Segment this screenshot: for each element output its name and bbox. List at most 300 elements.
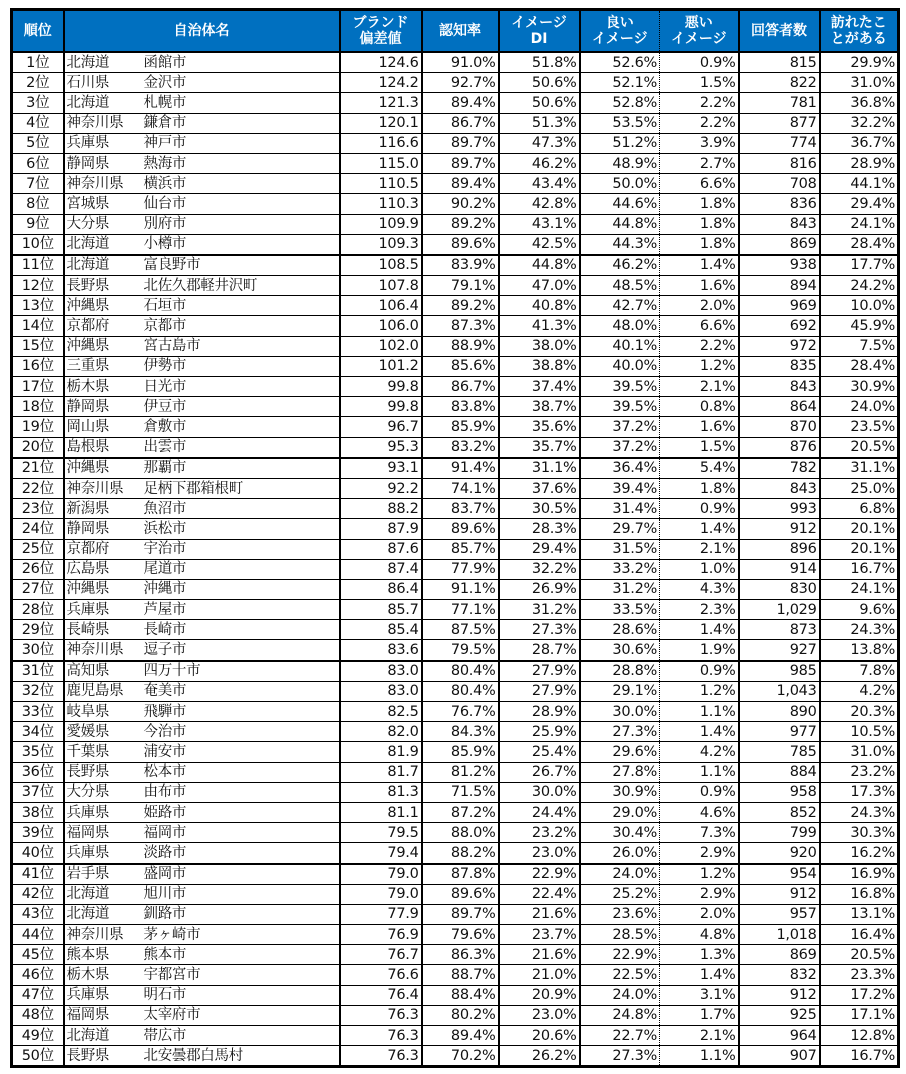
city-cell: 浜松市 xyxy=(142,519,340,539)
city-cell: 倉敷市 xyxy=(142,417,340,437)
city-cell: 長崎市 xyxy=(142,620,340,640)
bad-image-cell: 1.5% xyxy=(660,73,739,93)
awareness-cell: 79.5% xyxy=(422,640,499,661)
visited-cell: 13.1% xyxy=(820,904,899,924)
rank-cell: 28位 xyxy=(12,600,64,620)
table-row xyxy=(12,296,899,316)
visited-cell: 16.8% xyxy=(820,884,899,904)
table-row xyxy=(12,153,899,173)
bad-image-cell: 0.8% xyxy=(660,397,739,417)
bad-image-cell: 1.8% xyxy=(660,194,739,214)
prefecture-cell: 沖縄県 xyxy=(64,336,142,356)
prefecture-cell: 神奈川県 xyxy=(64,174,142,194)
table-row xyxy=(12,255,899,276)
respondents-cell: 782 xyxy=(739,458,820,479)
bad-image-cell: 1.4% xyxy=(660,722,739,742)
image-di-cell: 38.7% xyxy=(499,397,580,417)
awareness-cell: 89.2% xyxy=(422,296,499,316)
respondents-cell: 1,018 xyxy=(739,925,820,945)
table-row xyxy=(12,397,899,417)
brand-score-cell: 96.7 xyxy=(340,417,422,437)
image-di-cell: 30.0% xyxy=(499,782,580,802)
respondents-cell: 954 xyxy=(739,864,820,885)
rank-cell: 11位 xyxy=(12,255,64,276)
image-di-cell: 21.0% xyxy=(499,965,580,985)
good-image-cell: 27.8% xyxy=(580,762,660,782)
awareness-cell: 86.7% xyxy=(422,377,499,397)
brand-score-cell: 82.5 xyxy=(340,702,422,722)
city-cell: 尾道市 xyxy=(142,559,340,579)
awareness-cell: 88.4% xyxy=(422,985,499,1005)
visited-cell: 45.9% xyxy=(820,316,899,336)
brand-score-cell: 81.1 xyxy=(340,802,422,822)
bad-image-cell: 2.1% xyxy=(660,539,739,559)
header-bad-image xyxy=(660,10,739,53)
rank-cell: 12位 xyxy=(12,276,64,296)
awareness-cell: 91.4% xyxy=(422,458,499,479)
image-di-cell: 21.6% xyxy=(499,945,580,965)
brand-score-cell: 110.5 xyxy=(340,174,422,194)
prefecture-cell: 北海道 xyxy=(64,93,142,113)
city-cell: 伊勢市 xyxy=(142,356,340,376)
image-di-cell: 23.7% xyxy=(499,925,580,945)
brand-score-cell: 120.1 xyxy=(340,113,422,133)
good-image-cell: 28.8% xyxy=(580,661,660,682)
awareness-cell: 86.3% xyxy=(422,945,499,965)
good-image-cell: 29.1% xyxy=(580,681,660,701)
city-cell: 旭川市 xyxy=(142,884,340,904)
rank-cell: 50位 xyxy=(12,1046,64,1067)
awareness-cell: 71.5% xyxy=(422,782,499,802)
rank-cell: 21位 xyxy=(12,458,64,479)
prefecture-cell: 北海道 xyxy=(64,52,142,73)
city-cell: 出雲市 xyxy=(142,437,340,458)
visited-cell: 36.7% xyxy=(820,133,899,153)
awareness-cell: 89.7% xyxy=(422,904,499,924)
rank-cell: 48位 xyxy=(12,1005,64,1025)
rank-cell: 24位 xyxy=(12,519,64,539)
visited-cell: 36.8% xyxy=(820,93,899,113)
city-cell: 逗子市 xyxy=(142,640,340,661)
respondents-cell: 1,043 xyxy=(739,681,820,701)
table-row xyxy=(12,417,899,437)
rank-cell: 6位 xyxy=(12,153,64,173)
image-di-cell: 37.6% xyxy=(499,478,580,498)
table-row xyxy=(12,681,899,701)
awareness-cell: 91.0% xyxy=(422,52,499,73)
bad-image-cell: 2.9% xyxy=(660,843,739,864)
good-image-cell: 22.9% xyxy=(580,945,660,965)
visited-cell: 16.7% xyxy=(820,559,899,579)
image-di-cell: 51.8% xyxy=(499,52,580,73)
bad-image-cell: 2.0% xyxy=(660,904,739,924)
table-row xyxy=(12,904,899,924)
rank-cell: 37位 xyxy=(12,782,64,802)
image-di-cell: 43.1% xyxy=(499,214,580,234)
awareness-cell: 87.3% xyxy=(422,316,499,336)
brand-score-cell: 79.0 xyxy=(340,884,422,904)
table-row xyxy=(12,52,899,73)
city-cell: 金沢市 xyxy=(142,73,340,93)
awareness-cell: 76.7% xyxy=(422,702,499,722)
awareness-cell: 87.8% xyxy=(422,864,499,885)
good-image-cell: 37.2% xyxy=(580,437,660,458)
city-cell: 盛岡市 xyxy=(142,864,340,885)
bad-image-cell: 2.2% xyxy=(660,113,739,133)
city-cell: 今治市 xyxy=(142,722,340,742)
prefecture-cell: 石川県 xyxy=(64,73,142,93)
visited-cell: 31.0% xyxy=(820,742,899,762)
bad-image-cell: 1.4% xyxy=(660,620,739,640)
bad-image-cell: 6.6% xyxy=(660,174,739,194)
respondents-cell: 896 xyxy=(739,539,820,559)
respondents-cell: 843 xyxy=(739,377,820,397)
good-image-cell: 22.7% xyxy=(580,1026,660,1046)
good-image-cell: 31.4% xyxy=(580,499,660,519)
bad-image-cell: 2.3% xyxy=(660,600,739,620)
bad-image-cell: 1.2% xyxy=(660,681,739,701)
good-image-cell: 48.9% xyxy=(580,153,660,173)
image-di-cell: 27.9% xyxy=(499,661,580,682)
city-cell: 別府市 xyxy=(142,214,340,234)
visited-cell: 24.3% xyxy=(820,620,899,640)
visited-cell: 28.4% xyxy=(820,234,899,255)
header-line: とがある xyxy=(830,31,887,47)
awareness-cell: 84.3% xyxy=(422,722,499,742)
respondents-cell: 977 xyxy=(739,722,820,742)
brand-score-cell: 87.9 xyxy=(340,519,422,539)
header-line: ブランド xyxy=(352,15,409,31)
rank-cell: 22位 xyxy=(12,478,64,498)
brand-score-cell: 76.3 xyxy=(340,1026,422,1046)
image-di-cell: 41.3% xyxy=(499,316,580,336)
city-cell: 日光市 xyxy=(142,377,340,397)
city-cell: 横浜市 xyxy=(142,174,340,194)
rank-cell: 20位 xyxy=(12,437,64,458)
bad-image-cell: 2.1% xyxy=(660,1026,739,1046)
city-cell: 茅ヶ崎市 xyxy=(142,925,340,945)
good-image-cell: 31.2% xyxy=(580,579,660,599)
good-image-cell: 37.2% xyxy=(580,417,660,437)
respondents-cell: 920 xyxy=(739,843,820,864)
visited-cell: 20.3% xyxy=(820,702,899,722)
table-row xyxy=(12,843,899,864)
image-di-cell: 38.8% xyxy=(499,356,580,376)
visited-cell: 31.0% xyxy=(820,73,899,93)
bad-image-cell: 1.1% xyxy=(660,762,739,782)
rank-cell: 14位 xyxy=(12,316,64,336)
image-di-cell: 25.9% xyxy=(499,722,580,742)
awareness-cell: 88.0% xyxy=(422,823,499,843)
prefecture-cell: 岐阜県 xyxy=(64,702,142,722)
table-row xyxy=(12,864,899,885)
image-di-cell: 23.2% xyxy=(499,823,580,843)
image-di-cell: 26.9% xyxy=(499,579,580,599)
prefecture-cell: 神奈川県 xyxy=(64,925,142,945)
city-cell: 北佐久郡軽井沢町 xyxy=(142,276,340,296)
bad-image-cell: 1.4% xyxy=(660,965,739,985)
respondents-cell: 785 xyxy=(739,742,820,762)
image-di-cell: 43.4% xyxy=(499,174,580,194)
bad-image-cell: 1.1% xyxy=(660,702,739,722)
respondents-cell: 985 xyxy=(739,661,820,682)
prefecture-cell: 宮城県 xyxy=(64,194,142,214)
rank-cell: 30位 xyxy=(12,640,64,661)
bad-image-cell: 1.0% xyxy=(660,559,739,579)
good-image-cell: 26.0% xyxy=(580,843,660,864)
visited-cell: 24.0% xyxy=(820,397,899,417)
visited-cell: 20.5% xyxy=(820,437,899,458)
awareness-cell: 89.7% xyxy=(422,153,499,173)
awareness-cell: 87.5% xyxy=(422,620,499,640)
city-cell: 足柄下郡箱根町 xyxy=(142,478,340,498)
respondents-cell: 830 xyxy=(739,579,820,599)
good-image-cell: 33.5% xyxy=(580,600,660,620)
prefecture-cell: 高知県 xyxy=(64,661,142,682)
awareness-cell: 88.7% xyxy=(422,965,499,985)
bad-image-cell: 1.2% xyxy=(660,864,739,885)
bad-image-cell: 2.1% xyxy=(660,377,739,397)
good-image-cell: 40.0% xyxy=(580,356,660,376)
respondents-cell: 692 xyxy=(739,316,820,336)
respondents-cell: 894 xyxy=(739,276,820,296)
table-row xyxy=(12,113,899,133)
visited-cell: 16.2% xyxy=(820,843,899,864)
brand-score-cell: 88.2 xyxy=(340,499,422,519)
visited-cell: 30.9% xyxy=(820,377,899,397)
brand-score-cell: 87.4 xyxy=(340,559,422,579)
bad-image-cell: 1.4% xyxy=(660,255,739,276)
visited-cell: 9.6% xyxy=(820,600,899,620)
header-awareness: 認知率 xyxy=(422,10,499,53)
header-municipality: 自治体名 xyxy=(64,10,340,53)
respondents-cell: 1,029 xyxy=(739,600,820,620)
image-di-cell: 40.8% xyxy=(499,296,580,316)
image-di-cell: 47.3% xyxy=(499,133,580,153)
bad-image-cell: 2.2% xyxy=(660,93,739,113)
awareness-cell: 79.1% xyxy=(422,276,499,296)
bad-image-cell: 4.3% xyxy=(660,579,739,599)
awareness-cell: 83.7% xyxy=(422,499,499,519)
image-di-cell: 26.7% xyxy=(499,762,580,782)
good-image-cell: 28.5% xyxy=(580,925,660,945)
good-image-cell: 24.0% xyxy=(580,985,660,1005)
brand-score-cell: 76.6 xyxy=(340,965,422,985)
brand-score-cell: 79.4 xyxy=(340,843,422,864)
image-di-cell: 27.9% xyxy=(499,681,580,701)
image-di-cell: 47.0% xyxy=(499,276,580,296)
awareness-cell: 89.4% xyxy=(422,174,499,194)
respondents-cell: 708 xyxy=(739,174,820,194)
bad-image-cell: 0.9% xyxy=(660,782,739,802)
bad-image-cell: 4.8% xyxy=(660,925,739,945)
city-cell: 富良野市 xyxy=(142,255,340,276)
respondents-cell: 836 xyxy=(739,194,820,214)
prefecture-cell: 岡山県 xyxy=(64,417,142,437)
good-image-cell: 29.6% xyxy=(580,742,660,762)
rank-cell: 35位 xyxy=(12,742,64,762)
rank-cell: 13位 xyxy=(12,296,64,316)
respondents-cell: 816 xyxy=(739,153,820,173)
table-row xyxy=(12,742,899,762)
table-row xyxy=(12,600,899,620)
rank-cell: 5位 xyxy=(12,133,64,153)
brand-score-cell: 81.7 xyxy=(340,762,422,782)
brand-score-cell: 83.6 xyxy=(340,640,422,661)
city-cell: 明石市 xyxy=(142,985,340,1005)
city-cell: 芦屋市 xyxy=(142,600,340,620)
bad-image-cell: 0.9% xyxy=(660,52,739,73)
city-cell: 札幌市 xyxy=(142,93,340,113)
city-cell: 由布市 xyxy=(142,782,340,802)
awareness-cell: 91.1% xyxy=(422,579,499,599)
good-image-cell: 33.2% xyxy=(580,559,660,579)
rank-cell: 10位 xyxy=(12,234,64,255)
prefecture-cell: 島根県 xyxy=(64,437,142,458)
rank-cell: 34位 xyxy=(12,722,64,742)
image-di-cell: 37.4% xyxy=(499,377,580,397)
good-image-cell: 39.4% xyxy=(580,478,660,498)
awareness-cell: 83.9% xyxy=(422,255,499,276)
bad-image-cell: 1.8% xyxy=(660,214,739,234)
visited-cell: 25.0% xyxy=(820,478,899,498)
city-cell: 姫路市 xyxy=(142,802,340,822)
rank-cell: 46位 xyxy=(12,965,64,985)
brand-score-cell: 106.0 xyxy=(340,316,422,336)
awareness-cell: 92.7% xyxy=(422,73,499,93)
city-cell: 沖縄市 xyxy=(142,579,340,599)
awareness-cell: 88.9% xyxy=(422,336,499,356)
visited-cell: 7.8% xyxy=(820,661,899,682)
awareness-cell: 80.2% xyxy=(422,1005,499,1025)
header-respondents: 回答者数 xyxy=(739,10,820,53)
image-di-cell: 42.5% xyxy=(499,234,580,255)
table-row xyxy=(12,174,899,194)
respondents-cell: 843 xyxy=(739,214,820,234)
prefecture-cell: 神奈川県 xyxy=(64,640,142,661)
city-cell: 宮古島市 xyxy=(142,336,340,356)
image-di-cell: 30.5% xyxy=(499,499,580,519)
table-row xyxy=(12,194,899,214)
visited-cell: 12.8% xyxy=(820,1026,899,1046)
city-cell: 京都市 xyxy=(142,316,340,336)
brand-score-cell: 83.0 xyxy=(340,681,422,701)
visited-cell: 31.1% xyxy=(820,458,899,479)
header-line: 良い xyxy=(605,15,634,31)
image-di-cell: 22.4% xyxy=(499,884,580,904)
table-row xyxy=(12,336,899,356)
awareness-cell: 89.4% xyxy=(422,1026,499,1046)
table-row xyxy=(12,661,899,682)
respondents-cell: 852 xyxy=(739,802,820,822)
visited-cell: 23.3% xyxy=(820,965,899,985)
respondents-cell: 877 xyxy=(739,113,820,133)
good-image-cell: 25.2% xyxy=(580,884,660,904)
bad-image-cell: 1.4% xyxy=(660,519,739,539)
respondents-cell: 912 xyxy=(739,985,820,1005)
respondents-cell: 835 xyxy=(739,356,820,376)
rank-cell: 42位 xyxy=(12,884,64,904)
header-line: 悪い xyxy=(684,15,713,31)
city-cell: 函館市 xyxy=(142,52,340,73)
bad-image-cell: 3.9% xyxy=(660,133,739,153)
awareness-cell: 74.1% xyxy=(422,478,499,498)
awareness-cell: 89.4% xyxy=(422,93,499,113)
visited-cell: 20.1% xyxy=(820,539,899,559)
image-di-cell: 32.2% xyxy=(499,559,580,579)
image-di-cell: 50.6% xyxy=(499,93,580,113)
prefecture-cell: 三重県 xyxy=(64,356,142,376)
rank-cell: 29位 xyxy=(12,620,64,640)
table-row xyxy=(12,640,899,661)
prefecture-cell: 広島県 xyxy=(64,559,142,579)
respondents-cell: 884 xyxy=(739,762,820,782)
prefecture-cell: 北海道 xyxy=(64,904,142,924)
good-image-cell: 42.7% xyxy=(580,296,660,316)
good-image-cell: 29.0% xyxy=(580,802,660,822)
visited-cell: 13.8% xyxy=(820,640,899,661)
rank-cell: 15位 xyxy=(12,336,64,356)
good-image-cell: 30.4% xyxy=(580,823,660,843)
table-row xyxy=(12,73,899,93)
prefecture-cell: 沖縄県 xyxy=(64,458,142,479)
bad-image-cell: 3.1% xyxy=(660,985,739,1005)
image-di-cell: 31.2% xyxy=(499,600,580,620)
respondents-cell: 957 xyxy=(739,904,820,924)
bad-image-cell: 5.4% xyxy=(660,458,739,479)
visited-cell: 17.2% xyxy=(820,985,899,1005)
good-image-cell: 46.2% xyxy=(580,255,660,276)
bad-image-cell: 4.6% xyxy=(660,802,739,822)
table-row xyxy=(12,1026,899,1046)
visited-cell: 7.5% xyxy=(820,336,899,356)
prefecture-cell: 沖縄県 xyxy=(64,579,142,599)
city-cell: 松本市 xyxy=(142,762,340,782)
table-row xyxy=(12,519,899,539)
brand-score-cell: 82.0 xyxy=(340,722,422,742)
good-image-cell: 24.0% xyxy=(580,864,660,885)
visited-cell: 23.5% xyxy=(820,417,899,437)
good-image-cell: 28.6% xyxy=(580,620,660,640)
prefecture-cell: 長崎県 xyxy=(64,620,142,640)
bad-image-cell: 2.9% xyxy=(660,884,739,904)
respondents-cell: 927 xyxy=(739,640,820,661)
brand-score-cell: 76.9 xyxy=(340,925,422,945)
image-di-cell: 35.7% xyxy=(499,437,580,458)
prefecture-cell: 大分県 xyxy=(64,782,142,802)
brand-score-cell: 92.2 xyxy=(340,478,422,498)
header-line: イメージ xyxy=(511,15,567,31)
header-image-di xyxy=(499,10,580,53)
bad-image-cell: 0.9% xyxy=(660,661,739,682)
image-di-cell: 31.1% xyxy=(499,458,580,479)
visited-cell: 24.1% xyxy=(820,214,899,234)
good-image-cell: 48.0% xyxy=(580,316,660,336)
city-cell: 淡路市 xyxy=(142,843,340,864)
brand-score-cell: 109.9 xyxy=(340,214,422,234)
prefecture-cell: 静岡県 xyxy=(64,519,142,539)
visited-cell: 28.4% xyxy=(820,356,899,376)
city-cell: 宇治市 xyxy=(142,539,340,559)
city-cell: 宇都宮市 xyxy=(142,965,340,985)
prefecture-cell: 長野県 xyxy=(64,1046,142,1067)
header-brand-score xyxy=(340,10,422,53)
awareness-cell: 77.1% xyxy=(422,600,499,620)
awareness-cell: 83.2% xyxy=(422,437,499,458)
good-image-cell: 50.0% xyxy=(580,174,660,194)
table-row xyxy=(12,1046,899,1067)
visited-cell: 17.1% xyxy=(820,1005,899,1025)
